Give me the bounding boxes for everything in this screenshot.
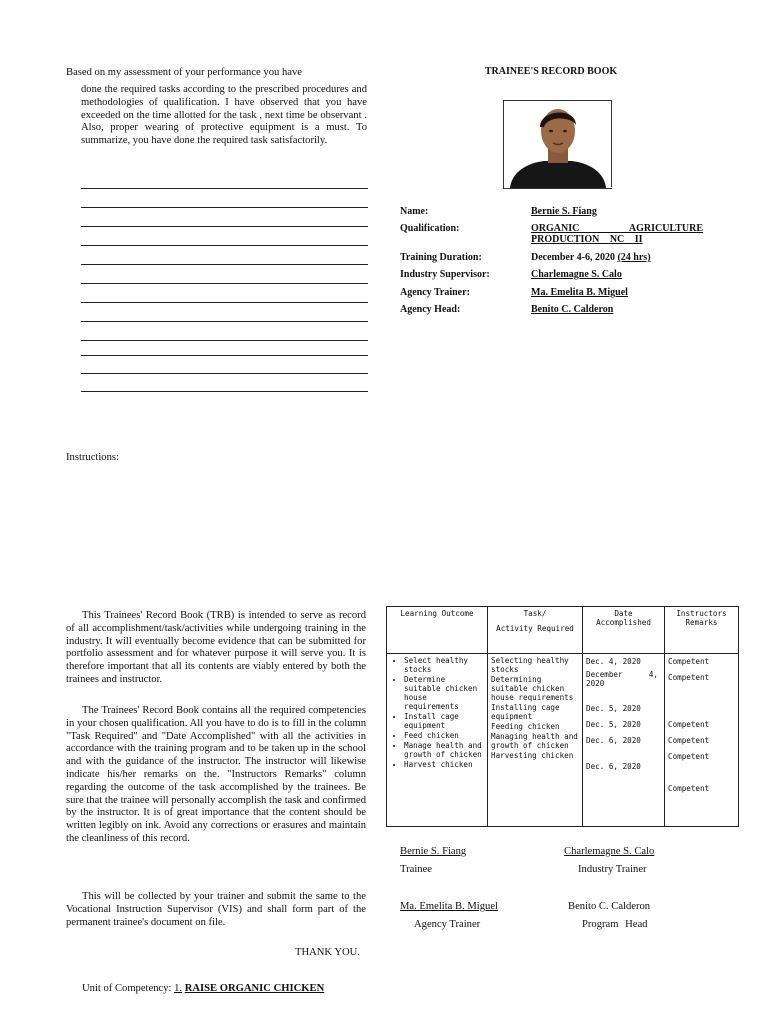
info-label: Name: xyxy=(400,206,429,217)
remark-item: Competent xyxy=(668,784,710,793)
remark-item: Competent xyxy=(668,720,710,729)
task-item: Installing cage equipment xyxy=(491,703,560,721)
blank-line xyxy=(81,391,368,392)
info-label: Qualification: xyxy=(400,223,460,234)
info-label: Industry Supervisor: xyxy=(400,269,490,280)
task-item: Harvesting chicken xyxy=(491,751,574,760)
industry-supervisor-value: Charlemagne S. Calo xyxy=(531,269,622,280)
date-item: Dec. 6, 2020 xyxy=(586,736,641,745)
trainee-photo-image xyxy=(504,101,612,188)
remark-item: Competent xyxy=(668,752,710,761)
signatory-trainee-name: Bernie S. Fiang xyxy=(400,846,467,857)
header-task-activity: Task/ Activity Required xyxy=(488,607,583,654)
task-item: Selecting healthy stocks xyxy=(491,656,569,674)
instructions-label: Instructions: xyxy=(66,452,119,463)
date-item: Dec. 6, 2020 xyxy=(586,762,641,771)
signatory-industry-role: Industry Trainer xyxy=(578,864,647,875)
remark-item: Competent xyxy=(668,673,710,682)
assessment-paragraph: done the required tasks according to the prescribed procedures and methodologies of qualification. I have observed that you have exceeded on the time allotted for the task , next time be observant . Also, proper wearing of protective equipment is a must. To summarize, you have done the required task satisfactorily. xyxy=(81,84,367,147)
signatory-program-head-name: Benito C. Calderon xyxy=(568,901,651,912)
info-label: Training Duration: xyxy=(400,252,482,263)
qualification-value: ORGANIC AGRICULTURE PRODUCTION NC II xyxy=(531,223,703,245)
task-item: Determining suitable chicken house requirements xyxy=(491,675,574,702)
agency-trainer-value: Ma. Emelita B. Miguel xyxy=(531,287,628,298)
blank-line xyxy=(81,264,368,265)
date-item: Dec. 5, 2020 xyxy=(586,704,641,713)
date-item: Dec. 4, 2020 xyxy=(586,657,641,666)
blank-line xyxy=(81,283,368,284)
trainee-photo xyxy=(503,100,612,189)
agency-head-value: Benito C. Calderon xyxy=(531,304,614,315)
signatory-agency-trainer-role: Agency Trainer xyxy=(414,919,481,930)
remark-item: Competent xyxy=(668,736,710,745)
list-item: • Install cage equipment xyxy=(404,712,484,730)
photo-frame-right-edge xyxy=(611,100,612,187)
signatory-industry-name: Charlemagne S. Calo xyxy=(564,846,655,857)
list-item: • Feed chicken xyxy=(404,731,484,740)
info-label: Agency Trainer: xyxy=(400,287,470,298)
remarks-cell xyxy=(665,654,739,827)
blank-line xyxy=(81,373,368,374)
unit-of-competency xyxy=(82,983,324,994)
unit-number: 1. xyxy=(174,983,183,994)
thank-you: THANK YOU. xyxy=(295,947,360,958)
blank-line xyxy=(81,355,368,356)
remark-item: Competent xyxy=(668,657,710,666)
task-item: Feeding chicken xyxy=(491,722,560,731)
signatory-trainee-role: Trainee xyxy=(400,864,432,875)
task-cell xyxy=(488,654,583,827)
blank-line xyxy=(81,245,368,246)
assessment-first-line: Based on my assessment of your performance you have xyxy=(66,67,302,78)
blank-line xyxy=(81,188,368,189)
learning-outcome-cell xyxy=(387,654,488,827)
instructions-paragraph-3: This will be collected by your trainer and submit the same to the Vocational Instruction Supervisor (VIS) and shall form part of the permanent trainee's document on file. xyxy=(66,891,366,928)
header-instructors-remarks: Instructors Remarks xyxy=(665,607,739,654)
training-duration-value xyxy=(531,252,651,263)
list-item: • Select healthy stocks xyxy=(404,656,484,674)
date-item: December 4, 2020 xyxy=(586,670,658,688)
training-duration-hours: (24 hrs) xyxy=(617,252,651,263)
blank-line xyxy=(81,302,368,303)
unit-label: Unit of Competency: xyxy=(82,983,172,994)
competency-table xyxy=(386,606,739,827)
list-item: • Manage health and growth of chicken xyxy=(404,741,484,759)
header-learning-outcome: Learning Outcome xyxy=(387,607,488,654)
instructions-paragraph-1: This Trainees' Record Book (TRB) is intended to serve as record of all accomplishment/task/activities while undergoing training in the industry. It will eventually become evidence that can be submitted for portfolio assessment and for whatever purpose it will serve you. It is therefore important that all its contents are viably entered by both the trainees and instructor. xyxy=(66,610,366,685)
unit-title: RAISE ORGANIC CHICKEN xyxy=(184,983,325,994)
training-duration-dates: December 4-6, 2020 xyxy=(531,252,615,263)
date-cell xyxy=(583,654,665,827)
signatory-agency-trainer-name: Ma. Emelita B. Miguel xyxy=(400,901,498,912)
header-date-accomplished: Date Accomplished xyxy=(583,607,665,654)
date-item: Dec. 5, 2020 xyxy=(586,720,641,729)
record-book-title: TRAINEE'S RECORD BOOK xyxy=(484,66,618,77)
table-row xyxy=(387,654,739,827)
blank-line xyxy=(81,340,368,341)
task-item: Managing health and growth of chicken xyxy=(491,732,578,750)
info-row-qualification xyxy=(400,223,720,249)
list-item: • Harvest chicken xyxy=(404,760,484,769)
signatory-program-head-role: Program Head xyxy=(582,919,648,930)
list-item: • Determine suitable chicken house requirements xyxy=(404,675,484,711)
blank-line xyxy=(81,226,368,227)
info-label: Agency Head: xyxy=(400,304,461,315)
table-header-row xyxy=(387,607,739,654)
blank-line xyxy=(81,321,368,322)
blank-line xyxy=(81,207,368,208)
instructions-paragraph-2: The Trainees' Record Book contains all the required competencies in your chosen qualification. All you have to do is to fill in the column "Task Required" and "Date Accomplished" with all the activities in accordance with the training program and to be taken up in the school and with the guidance of the instructor. The instructor will likewise indicate his/her remarks on the. "Instructors Remarks" column regarding the outcome of the task accomplished by the trainees. Be sure that the trainee will personally accomplish the task and confirmed by the instructor. It is of great importance that the content should be written legibly on ink. Avoid any corrections or erasures and maintain the cleanliness of this record. xyxy=(66,705,366,844)
trainee-name: Bernie S. Fiang xyxy=(531,206,597,217)
